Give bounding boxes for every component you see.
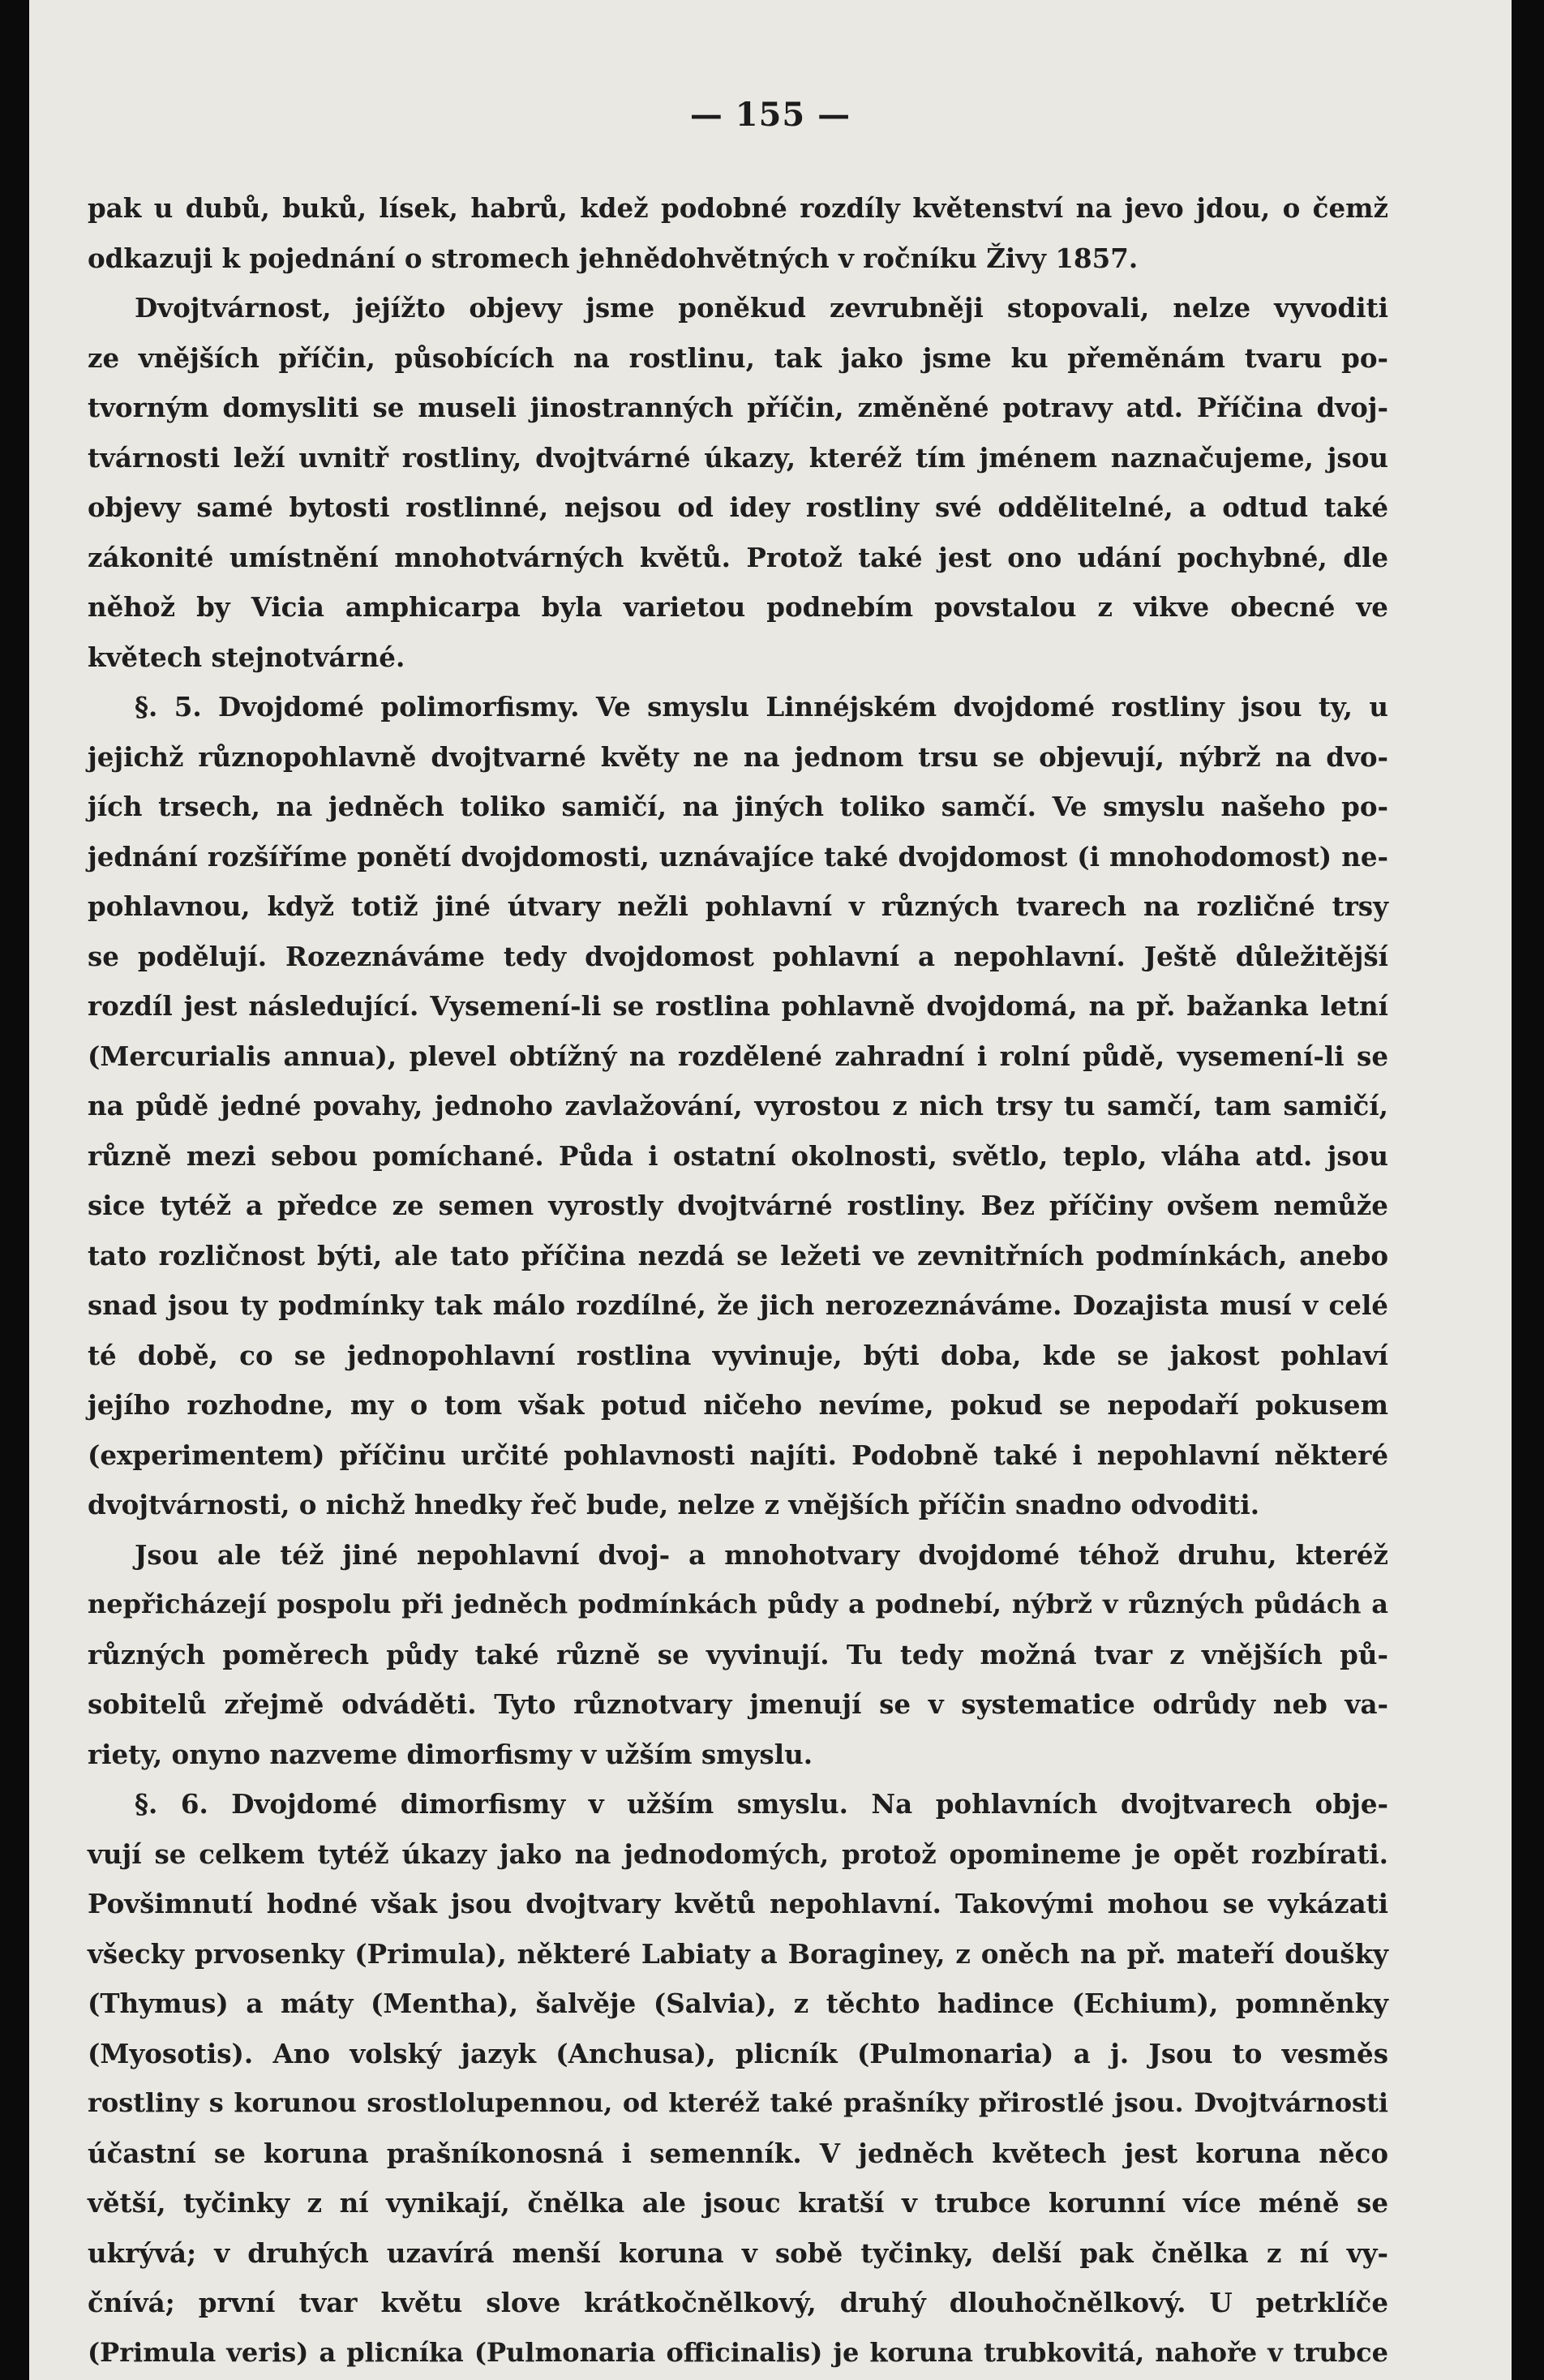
text-line: tvorným domysliti se museli jinostranných příčin, změněné potravy atd. Příčina dvoj- <box>88 392 1388 423</box>
text-line: sobitelů zřejmě odváděti. Tyto různotvary jmenují se v systematice odrůdy neb va- <box>88 1688 1388 1720</box>
text-line: větší, tyčinky z ní vynikají, čnělka ale jsouc kratší v trubce korunní více méně se <box>88 2187 1388 2219</box>
text-line: riety, onyno nazveme dimorfismy v užším smyslu. <box>88 1738 813 1770</box>
text-line: (Primula veris) a plicníka (Pulmonaria officinalis) je koruna trubkovitá, nahoře v trubce <box>88 2336 1388 2368</box>
text-line: snad jsou ty podmínky tak málo rozdílné, že jich nerozeznáváme. Dozajista musí v celé <box>88 1289 1388 1321</box>
text-line: různě mezi sebou pomíchané. Půda i ostatní okolnosti, světlo, teplo, vláha atd. jsou <box>88 1139 1388 1172</box>
text-line: jích trsech, na jedněch toliko samičí, na jiných toliko samčí. Ve smyslu našeho po- <box>88 791 1388 822</box>
text-line: odkazuji k pojednání o stromech jehnědohvětných v ročníku Živy 1857. <box>88 242 1139 274</box>
text-line: vují se celkem tytéž úkazy jako na jednodomých, protož opomineme je opět rozbírati. <box>88 1838 1388 1870</box>
text-line: na půdě jedné povahy, jednoho zavlažování, vyrostou z nich trsy tu samčí, tam samičí, <box>88 1090 1388 1121</box>
text-line: různých poměrech půdy také různě se vyvinují. Tu tedy možná tvar z vnějších pů- <box>88 1638 1388 1670</box>
text-line: (Myosotis). Ano volský jazyk (Anchusa), plicník (Pulmonaria) a j. Jsou to vesměs <box>88 2037 1388 2069</box>
text-line: pak u dubů, buků, lísek, habrů, kdež podobné rozdíly květenství na jevo jdou, o čemž <box>88 192 1388 224</box>
text-line: rozdíl jest následující. Vysemení-li se rostlina pohlavně dvojdomá, na př. bažanka letní <box>88 990 1388 1022</box>
text-line: účastní se koruna prašníkonosná i semenník. V jedněch květech jest koruna něco <box>88 2137 1388 2169</box>
text-line: tato rozličnost býti, ale tato příčina nezdá se ležeti ve zevnitřních podmínkách, anebo <box>88 1239 1388 1271</box>
text-line: (Thymus) a máty (Mentha), šalvěje (Salvia), z těchto hadince (Echium), pomněnky <box>88 1988 1388 2019</box>
text-line: zákonité umístnění mnohotvárných květů. Protož také jest ono udání pochybné, dle <box>88 541 1388 573</box>
text-line: Povšimnutí hodné však jsou dvojtvary květů nepohlavní. Takovými mohou se vykázati <box>88 1888 1388 1919</box>
text-line: rostliny s korunou srostlolupennou, od kteréž také prašníky přirostlé jsou. Dvojtvárnosti <box>88 2087 1388 2118</box>
text-line: Jsou ale též jiné nepohlavní dvoj- a mnohotvary dvojdomé téhož druhu, kteréž <box>135 1538 1388 1571</box>
text-line: ze vnějších příčin, působících na rostlinu, tak jako jsme ku přeměnám tvaru po- <box>88 341 1388 374</box>
text-line: Dvojtvárnost, jejížto objevy jsme poněkud zevrubněji stopovali, nelze vyvoditi <box>135 292 1388 324</box>
text-line: sice tytéž a předce ze semen vyrostly dvojtvárné rostliny. Bez příčiny ovšem nemůže <box>88 1190 1388 1221</box>
text-line: jednání rozšíříme ponětí dvojdomosti, uznávajíce také dvojdomost (i mnohodomost) ne- <box>88 840 1388 873</box>
text-line: nepřicházejí pospolu při jedněch podmínkách půdy a podnebí, nýbrž v různých půdách a <box>88 1589 1388 1619</box>
section-heading-line: §. 6. Dvojdomé dimorfismy v užším smyslu. Na pohlavních dvojtvarech obje- <box>135 1788 1388 1820</box>
text-line: pohlavnou, když totiž jiné útvary nežli pohlavní v různých tvarech na rozličné trsy <box>88 890 1388 922</box>
text-line: čnívá; první tvar květu slove krátkočnělkový, druhý dlouhočnělkový. U petrklíče <box>88 2287 1388 2318</box>
text-line: dvojtvárnosti, o nichž hnedky řeč bude, nelze z vnějších příčin snadno odvoditi. <box>88 1489 1260 1520</box>
text-line: něhož by Vicia amphicarpa byla varietou podnebím povstalou z vikve obecné ve <box>88 591 1388 623</box>
text-line: všecky prvosenky (Primula), některé Labiaty a Boraginey, z oněch na př. mateří doušky <box>88 1937 1388 1970</box>
text-line: ukrývá; v druhých uzavírá menší koruna v sobě tyčinky, delší pak čnělka z ní vy- <box>88 2236 1388 2269</box>
text-line: (Mercurialis annua), plevel obtížný na rozdělené zahradní i rolní půdě, vysemení-li se <box>88 1040 1388 1072</box>
text-line: se podělují. Rozeznáváme tedy dvojdomost pohlavní a nepohlavní. Ještě důležitější <box>88 940 1388 972</box>
text-line: tvárnosti leží uvnitř rostliny, dvojtvárné úkazy, kteréž tím jménem naznačujeme, jsou <box>88 441 1388 474</box>
book-page <box>29 0 1512 2380</box>
text-line: jejího rozhodne, my o tom však potud ničeho nevíme, pokud se nepodaří pokusem <box>88 1389 1388 1421</box>
text-line: květech stejnotvárné. <box>88 641 405 673</box>
section-heading-line: §. 5. Dvojdomé polimorfismy. Ve smyslu Linnéjském dvojdomé rostliny jsou ty, u <box>135 691 1388 723</box>
text-line: jejichž různopohlavně dvojtvarné květy ne na jednom trsu se objevují, nýbrž na dvo- <box>88 740 1388 773</box>
body-text <box>88 183 1388 2378</box>
text-line: objevy samé bytosti rostlinné, nejsou od idey rostliny své oddělitelné, a odtud také <box>88 491 1388 523</box>
text-line: té době, co se jednopohlavní rostlina vyvinuje, býti doba, kde se jakost pohlaví <box>88 1339 1388 1371</box>
page-number: — 155 — <box>689 96 851 134</box>
text-line: (experimentem) příčinu určité pohlavnosti najíti. Podobně také i nepohlavní některé <box>88 1439 1388 1471</box>
